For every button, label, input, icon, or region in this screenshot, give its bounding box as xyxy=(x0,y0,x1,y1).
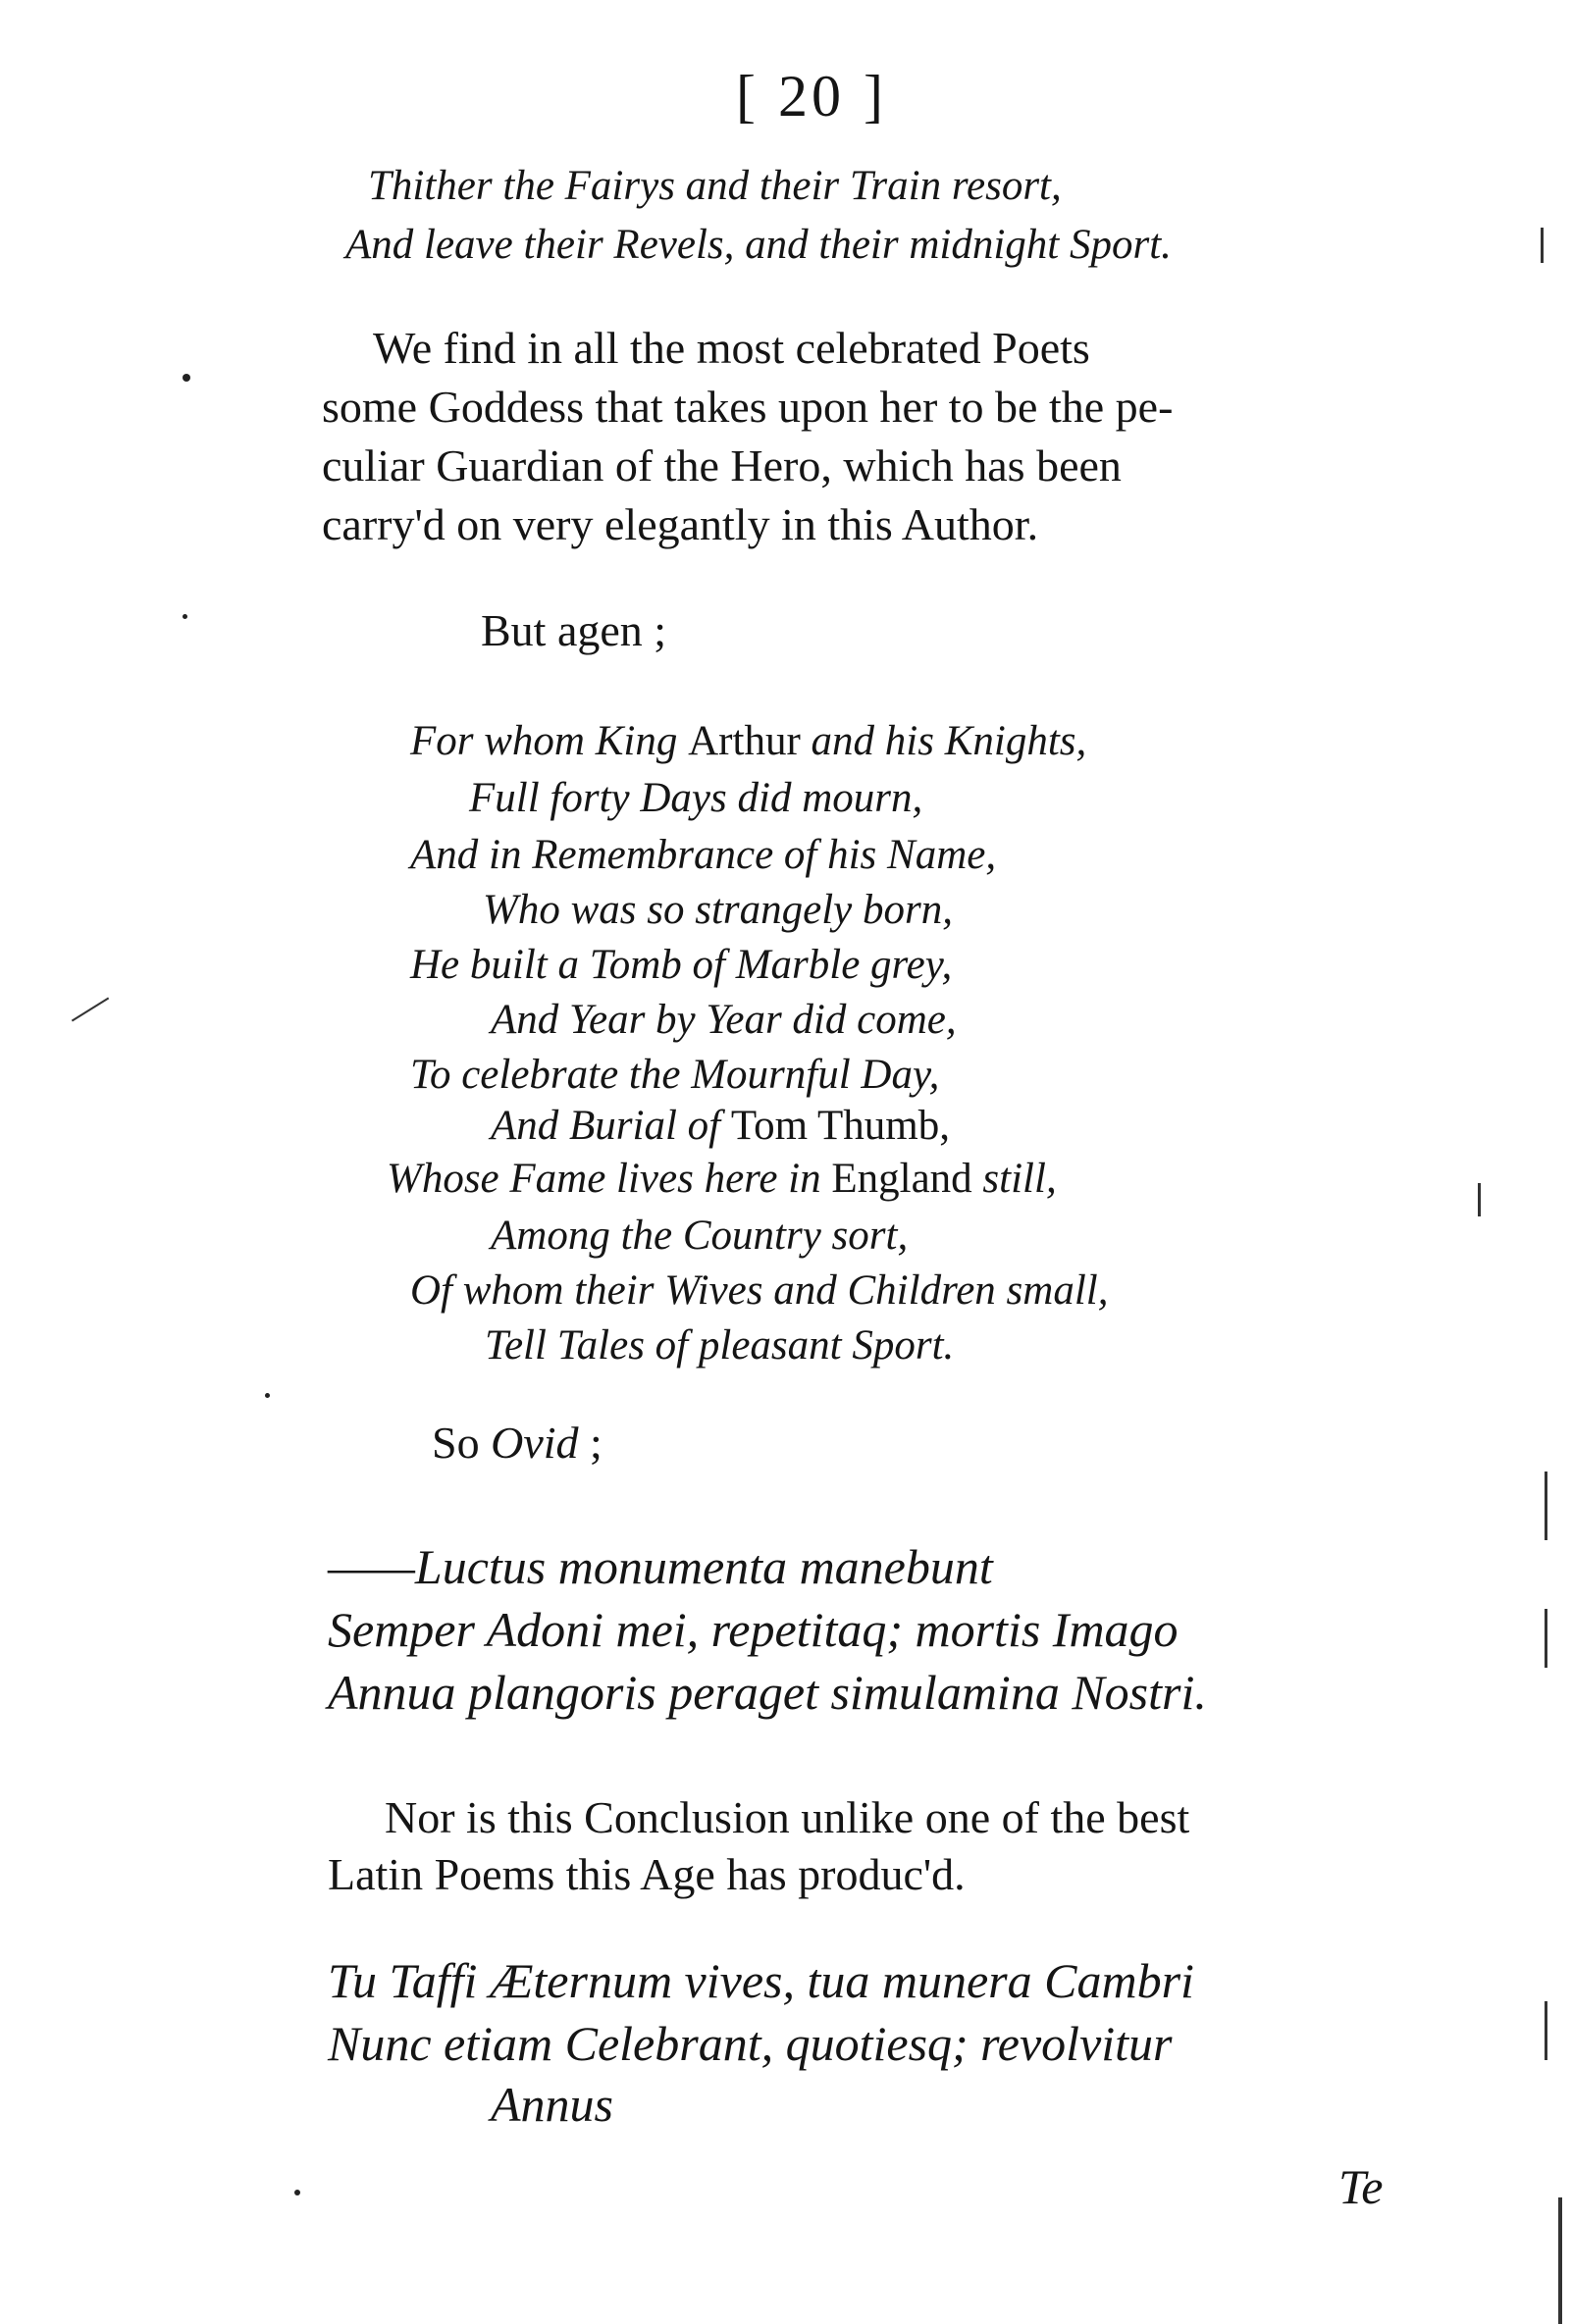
ballad-line-6: And Year by Year did come, xyxy=(491,997,957,1043)
so-ovid: So Ovid ; xyxy=(432,1418,603,1468)
latin1-line-3: Annua plangoris peraget simulamina Nostri. xyxy=(328,1665,1207,1720)
ballad-line-10: Among the Country sort, xyxy=(491,1213,909,1259)
edge-mark xyxy=(1558,2197,1562,2324)
paragraph1-line-4: carry'd on very elegantly in this Author. xyxy=(322,499,1039,549)
ballad-line-7: To celebrate the Mournful Day, xyxy=(410,1052,940,1098)
ballad-line-4: Who was so strangely born, xyxy=(483,887,953,933)
edge-mark xyxy=(1545,1472,1547,1540)
ballad-line-9: Whose Fame lives here in England still, xyxy=(387,1156,1057,1202)
ballad-line-5: He built a Tomb of Marble grey, xyxy=(410,942,953,988)
edge-mark xyxy=(1545,2001,1547,2060)
scan-speck xyxy=(183,614,187,619)
ballad-line-11: Of whom their Wives and Children small, xyxy=(410,1267,1109,1314)
couplet-line-2: And leave their Revels, and their midnight Sport. xyxy=(345,222,1172,268)
catchword: Te xyxy=(1338,2159,1384,2214)
edge-mark xyxy=(1545,1609,1547,1668)
paragraph1-line-3: culiar Guardian of the Hero, which has been xyxy=(322,440,1122,491)
ballad-line-1: For whom King Arthur and his Knights, xyxy=(410,718,1087,764)
scan-speck xyxy=(294,2190,300,2195)
ballad-line-2: Full forty Days did mourn, xyxy=(469,775,923,821)
but-agen: But agen ; xyxy=(481,605,667,655)
ballad-line-3: And in Remembrance of his Name, xyxy=(410,832,997,878)
paragraph1-line-1: We find in all the most celebrated Poets xyxy=(373,323,1090,373)
ballad-line-8: And Burial of Tom Thumb, xyxy=(491,1103,951,1149)
edge-mark xyxy=(1541,228,1544,263)
latin2-line-1: Tu Taffi Æternum vives, tua munera Cambri xyxy=(328,1953,1194,2008)
edge-mark xyxy=(72,997,109,1021)
paragraph1-line-2: some Goddess that takes upon her to be the pe- xyxy=(322,382,1174,432)
paragraph2-line-1: Nor is this Conclusion unlike one of the best xyxy=(385,1792,1190,1842)
latin1-line-1: ——Luctus monumenta manebunt xyxy=(328,1539,993,1594)
couplet-line-1: Thither the Fairys and their Train resort, xyxy=(368,163,1062,209)
ballad-line-12: Tell Tales of pleasant Sport. xyxy=(485,1322,955,1369)
latin2-line-3: Annus xyxy=(491,2077,613,2132)
scan-speck xyxy=(265,1393,270,1398)
latin2-line-2: Nunc etiam Celebrant, quotiesq; revolvitur xyxy=(328,2016,1173,2071)
paragraph2-line-2: Latin Poems this Age has produc'd. xyxy=(328,1849,966,1899)
scan-speck xyxy=(183,374,190,382)
latin1-line-2: Semper Adoni mei, repetitaq; mortis Imago xyxy=(328,1602,1179,1657)
page-number: [ 20 ] xyxy=(736,64,887,129)
edge-mark xyxy=(1478,1183,1481,1216)
